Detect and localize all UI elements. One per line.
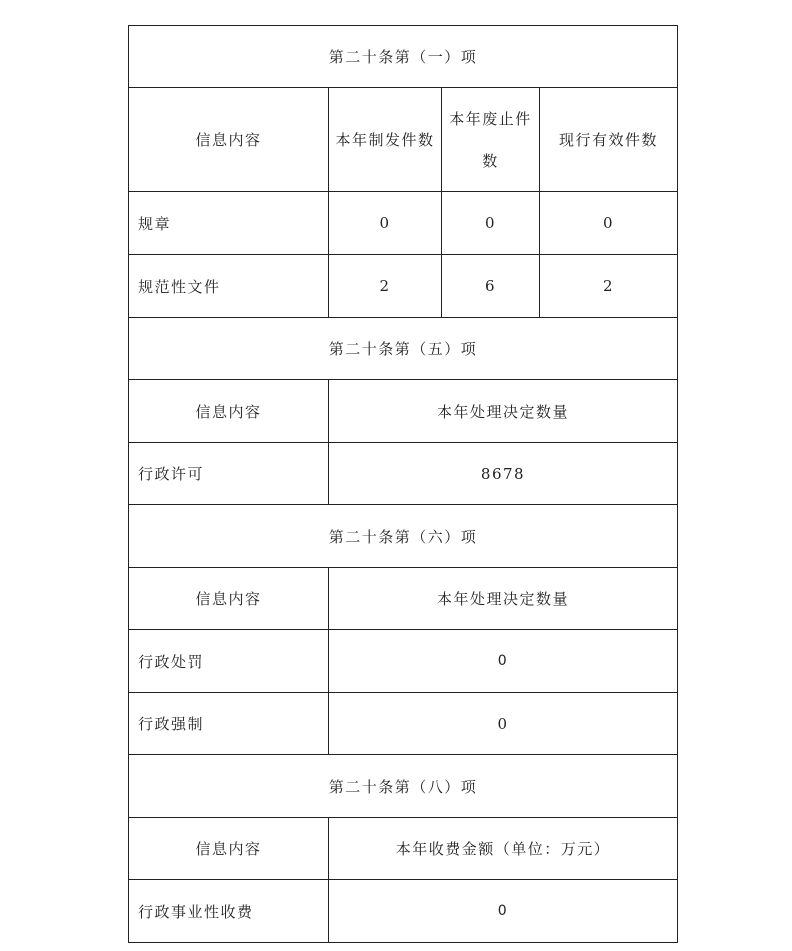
valid-value: 0: [539, 192, 677, 254]
table-row: [128, 443, 678, 505]
row-value: 0: [328, 693, 677, 754]
issued-value: 0: [328, 192, 441, 254]
table-row: [128, 880, 678, 943]
header-fee-amount: 本年收费金额（单位：万元）: [328, 818, 677, 879]
section-title-row: [128, 755, 678, 818]
section-title-row: [128, 505, 678, 568]
header-row: [128, 88, 678, 192]
header-abolished-count: [441, 88, 539, 191]
disclosure-table: [128, 25, 678, 943]
table-row: [128, 630, 678, 693]
header-info-content: 信息内容: [195, 590, 262, 608]
row-value: 0: [328, 880, 677, 942]
row-label: 规范性文件: [138, 277, 221, 296]
valid-value: 2: [539, 255, 677, 317]
issued-value: 2: [328, 255, 441, 317]
table-row: [128, 192, 678, 255]
header-abolished-line-2: 数: [482, 151, 499, 170]
row-label: 行政许可: [138, 465, 205, 483]
section-title-row: [128, 25, 678, 88]
header-info-content: 信息内容: [195, 840, 262, 858]
header-info-content: 信息内容: [195, 402, 262, 421]
row-label: 规章: [138, 214, 172, 233]
table-row: [128, 693, 678, 755]
header-row: [128, 380, 678, 443]
header-row: [128, 818, 678, 880]
section-title: 第二十条第（八）项: [328, 777, 478, 796]
header-issued-count: 本年制发件数: [328, 88, 441, 191]
abolished-value: 0: [441, 192, 539, 254]
header-row: [128, 568, 678, 630]
header-decision-count: 本年处理决定数量: [328, 568, 677, 629]
row-label: 行政事业性收费: [138, 902, 254, 921]
row-label: 行政处罚: [138, 652, 205, 671]
header-decision-count: 本年处理决定数量: [328, 380, 677, 442]
row-value: 0: [328, 630, 677, 692]
header-info-content: 信息内容: [195, 131, 262, 149]
section-title: 第二十条第（一）项: [328, 48, 478, 66]
section-title: 第二十条第（五）项: [328, 340, 478, 358]
table-row: [128, 255, 678, 318]
row-label: 行政强制: [138, 715, 205, 733]
header-valid-count: 现行有效件数: [539, 88, 677, 191]
section-title-row: [128, 318, 678, 380]
abolished-value: 6: [441, 255, 539, 317]
header-abolished-line-1: 本年废止件: [449, 109, 532, 128]
section-title: 第二十条第（六）项: [328, 527, 478, 546]
row-value: 8678: [328, 443, 677, 504]
